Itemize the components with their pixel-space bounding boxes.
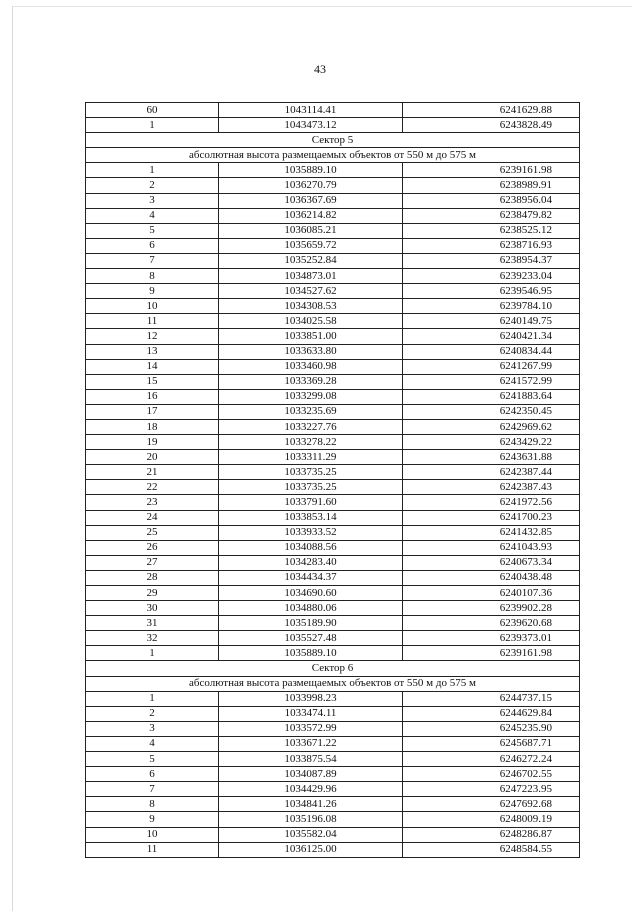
sector-title-row <box>86 133 580 148</box>
table-row <box>86 284 580 299</box>
table-row <box>86 812 580 827</box>
y-coordinate-cell: 6238716.93 <box>403 238 580 253</box>
point-number-cell: 19 <box>86 435 219 450</box>
point-number-cell: 8 <box>86 269 219 284</box>
x-coordinate-cell: 1034088.56 <box>219 540 403 555</box>
table-row <box>86 797 580 812</box>
table-row <box>86 435 580 450</box>
table-row <box>86 374 580 389</box>
point-number-cell: 17 <box>86 404 219 419</box>
y-coordinate-cell: 6246272.24 <box>403 752 580 767</box>
y-coordinate-cell: 6238479.82 <box>403 208 580 223</box>
y-coordinate-cell: 6241432.85 <box>403 525 580 540</box>
point-number-cell: 5 <box>86 752 219 767</box>
table-row <box>86 163 580 178</box>
table-row <box>86 842 580 857</box>
point-number-cell: 20 <box>86 450 219 465</box>
y-coordinate-cell: 6238954.37 <box>403 253 580 268</box>
y-coordinate-cell: 6239620.68 <box>403 616 580 631</box>
point-number-cell: 27 <box>86 555 219 570</box>
point-number-cell: 22 <box>86 480 219 495</box>
y-coordinate-cell: 6240834.44 <box>403 344 580 359</box>
table-row <box>86 299 580 314</box>
y-coordinate-cell: 6241572.99 <box>403 374 580 389</box>
y-coordinate-cell: 6238525.12 <box>403 223 580 238</box>
point-number-cell: 12 <box>86 329 219 344</box>
point-number-cell: 1 <box>86 118 219 133</box>
table-row <box>86 193 580 208</box>
table-row <box>86 721 580 736</box>
x-coordinate-cell: 1035527.48 <box>219 631 403 646</box>
table-row <box>86 752 580 767</box>
x-coordinate-cell: 1034873.01 <box>219 269 403 284</box>
point-number-cell: 10 <box>86 827 219 842</box>
point-number-cell: 4 <box>86 208 219 223</box>
table-row <box>86 404 580 419</box>
x-coordinate-cell: 1043114.41 <box>219 103 403 118</box>
y-coordinate-cell: 6240149.75 <box>403 314 580 329</box>
y-coordinate-cell: 6240673.34 <box>403 555 580 570</box>
y-coordinate-cell: 6247692.68 <box>403 797 580 812</box>
point-number-cell: 32 <box>86 631 219 646</box>
point-number-cell: 30 <box>86 601 219 616</box>
table-row <box>86 586 580 601</box>
x-coordinate-cell: 1036367.69 <box>219 193 403 208</box>
point-number-cell: 2 <box>86 178 219 193</box>
point-number-cell: 13 <box>86 344 219 359</box>
point-number-cell: 7 <box>86 253 219 268</box>
point-number-cell: 15 <box>86 374 219 389</box>
x-coordinate-cell: 1033735.25 <box>219 480 403 495</box>
x-coordinate-cell: 1034308.53 <box>219 299 403 314</box>
page-number: 43 <box>314 62 326 76</box>
table-row <box>86 253 580 268</box>
y-coordinate-cell: 6239784.10 <box>403 299 580 314</box>
y-coordinate-cell: 6243429.22 <box>403 435 580 450</box>
y-coordinate-cell: 6244629.84 <box>403 706 580 721</box>
point-number-cell: 1 <box>86 163 219 178</box>
x-coordinate-cell: 1033299.08 <box>219 389 403 404</box>
point-number-cell: 29 <box>86 586 219 601</box>
table-row <box>86 314 580 329</box>
y-coordinate-cell: 6248286.87 <box>403 827 580 842</box>
table-row <box>86 480 580 495</box>
point-number-cell: 21 <box>86 465 219 480</box>
x-coordinate-cell: 1036270.79 <box>219 178 403 193</box>
point-number-cell: 26 <box>86 540 219 555</box>
table-row <box>86 329 580 344</box>
y-coordinate-cell: 6243631.88 <box>403 450 580 465</box>
point-number-cell: 60 <box>86 103 219 118</box>
y-coordinate-cell: 6245235.90 <box>403 721 580 736</box>
sector-title: Сектор 6 <box>86 661 580 676</box>
point-number-cell: 7 <box>86 782 219 797</box>
point-number-cell: 14 <box>86 359 219 374</box>
point-number-cell: 2 <box>86 706 219 721</box>
x-coordinate-cell: 1033875.54 <box>219 752 403 767</box>
point-number-cell: 6 <box>86 238 219 253</box>
point-number-cell: 24 <box>86 510 219 525</box>
table-row <box>86 601 580 616</box>
y-coordinate-cell: 6248584.55 <box>403 842 580 857</box>
x-coordinate-cell: 1034880.06 <box>219 601 403 616</box>
x-coordinate-cell: 1033633.80 <box>219 344 403 359</box>
x-coordinate-cell: 1034429.96 <box>219 782 403 797</box>
coordinates-table <box>85 102 580 858</box>
y-coordinate-cell: 6239902.28 <box>403 601 580 616</box>
table-row <box>86 359 580 374</box>
sector-subtitle-row <box>86 148 580 163</box>
y-coordinate-cell: 6240421.34 <box>403 329 580 344</box>
y-coordinate-cell: 6248009.19 <box>403 812 580 827</box>
x-coordinate-cell: 1033474.11 <box>219 706 403 721</box>
x-coordinate-cell: 1035252.84 <box>219 253 403 268</box>
x-coordinate-cell: 1033933.52 <box>219 525 403 540</box>
x-coordinate-cell: 1035196.08 <box>219 812 403 827</box>
x-coordinate-cell: 1033735.25 <box>219 465 403 480</box>
table-row <box>86 767 580 782</box>
point-number-cell: 9 <box>86 284 219 299</box>
table-row <box>86 782 580 797</box>
table-row <box>86 706 580 721</box>
x-coordinate-cell: 1033998.23 <box>219 691 403 706</box>
x-coordinate-cell: 1036214.82 <box>219 208 403 223</box>
point-number-cell: 10 <box>86 299 219 314</box>
sector-subtitle-row <box>86 676 580 691</box>
point-number-cell: 3 <box>86 721 219 736</box>
y-coordinate-cell: 6239373.01 <box>403 631 580 646</box>
sector-title-row <box>86 661 580 676</box>
x-coordinate-cell: 1033853.14 <box>219 510 403 525</box>
point-number-cell: 8 <box>86 797 219 812</box>
point-number-cell: 9 <box>86 812 219 827</box>
x-coordinate-cell: 1035189.90 <box>219 616 403 631</box>
point-number-cell: 5 <box>86 223 219 238</box>
table-row <box>86 223 580 238</box>
point-number-cell: 23 <box>86 495 219 510</box>
x-coordinate-cell: 1033235.69 <box>219 404 403 419</box>
table-row <box>86 525 580 540</box>
y-coordinate-cell: 6241883.64 <box>403 389 580 404</box>
table-row <box>86 465 580 480</box>
x-coordinate-cell: 1033851.00 <box>219 329 403 344</box>
point-number-cell: 11 <box>86 842 219 857</box>
sector-subtitle: абсолютная высота размещаемых объектов от 550 м до 575 м <box>86 676 580 691</box>
x-coordinate-cell: 1033460.98 <box>219 359 403 374</box>
y-coordinate-cell: 6239161.98 <box>403 646 580 661</box>
x-coordinate-cell: 1033311.29 <box>219 450 403 465</box>
point-number-cell: 31 <box>86 616 219 631</box>
point-number-cell: 4 <box>86 736 219 751</box>
point-number-cell: 25 <box>86 525 219 540</box>
y-coordinate-cell: 6245687.71 <box>403 736 580 751</box>
x-coordinate-cell: 1034283.40 <box>219 555 403 570</box>
x-coordinate-cell: 1033278.22 <box>219 435 403 450</box>
y-coordinate-cell: 6239161.98 <box>403 163 580 178</box>
x-coordinate-cell: 1034690.60 <box>219 586 403 601</box>
point-number-cell: 1 <box>86 691 219 706</box>
table-row <box>86 389 580 404</box>
y-coordinate-cell: 6241043.93 <box>403 540 580 555</box>
table-row <box>86 827 580 842</box>
x-coordinate-cell: 1035659.72 <box>219 238 403 253</box>
table-row <box>86 555 580 570</box>
y-coordinate-cell: 6242969.62 <box>403 419 580 434</box>
table-row <box>86 419 580 434</box>
x-coordinate-cell: 1034087.89 <box>219 767 403 782</box>
x-coordinate-cell: 1035889.10 <box>219 646 403 661</box>
point-number-cell: 18 <box>86 419 219 434</box>
x-coordinate-cell: 1035889.10 <box>219 163 403 178</box>
x-coordinate-cell: 1036085.21 <box>219 223 403 238</box>
y-coordinate-cell: 6241267.99 <box>403 359 580 374</box>
x-coordinate-cell: 1036125.00 <box>219 842 403 857</box>
coordinates-table-body <box>86 103 580 858</box>
x-coordinate-cell: 1033227.76 <box>219 419 403 434</box>
table-row <box>86 646 580 661</box>
table-row <box>86 208 580 223</box>
y-coordinate-cell: 6239546.95 <box>403 284 580 299</box>
x-coordinate-cell: 1033671.22 <box>219 736 403 751</box>
y-coordinate-cell: 6241700.23 <box>403 510 580 525</box>
x-coordinate-cell: 1033572.99 <box>219 721 403 736</box>
x-coordinate-cell: 1033369.28 <box>219 374 403 389</box>
point-number-cell: 1 <box>86 646 219 661</box>
table-row <box>86 103 580 118</box>
table-row <box>86 631 580 646</box>
x-coordinate-cell: 1034025.58 <box>219 314 403 329</box>
x-coordinate-cell: 1035582.04 <box>219 827 403 842</box>
point-number-cell: 6 <box>86 767 219 782</box>
y-coordinate-cell: 6244737.15 <box>403 691 580 706</box>
y-coordinate-cell: 6238989.91 <box>403 178 580 193</box>
point-number-cell: 11 <box>86 314 219 329</box>
y-coordinate-cell: 6243828.49 <box>403 118 580 133</box>
y-coordinate-cell: 6241972.56 <box>403 495 580 510</box>
table-row <box>86 450 580 465</box>
table-row <box>86 238 580 253</box>
point-number-cell: 28 <box>86 570 219 585</box>
point-number-cell: 3 <box>86 193 219 208</box>
table-row <box>86 736 580 751</box>
sector-title: Сектор 5 <box>86 133 580 148</box>
table-row <box>86 510 580 525</box>
y-coordinate-cell: 6242387.43 <box>403 480 580 495</box>
table-row <box>86 570 580 585</box>
point-number-cell: 16 <box>86 389 219 404</box>
table-row <box>86 616 580 631</box>
table-row <box>86 269 580 284</box>
y-coordinate-cell: 6240107.36 <box>403 586 580 601</box>
x-coordinate-cell: 1034527.62 <box>219 284 403 299</box>
y-coordinate-cell: 6238956.04 <box>403 193 580 208</box>
table-row <box>86 344 580 359</box>
y-coordinate-cell: 6240438.48 <box>403 570 580 585</box>
x-coordinate-cell: 1033791.60 <box>219 495 403 510</box>
table-row <box>86 495 580 510</box>
table-row <box>86 540 580 555</box>
y-coordinate-cell: 6242387.44 <box>403 465 580 480</box>
table-row <box>86 691 580 706</box>
y-coordinate-cell: 6239233.04 <box>403 269 580 284</box>
table-row <box>86 118 580 133</box>
y-coordinate-cell: 6247223.95 <box>403 782 580 797</box>
sector-subtitle: абсолютная высота размещаемых объектов от 550 м до 575 м <box>86 148 580 163</box>
x-coordinate-cell: 1043473.12 <box>219 118 403 133</box>
x-coordinate-cell: 1034434.37 <box>219 570 403 585</box>
y-coordinate-cell: 6241629.88 <box>403 103 580 118</box>
y-coordinate-cell: 6246702.55 <box>403 767 580 782</box>
y-coordinate-cell: 6242350.45 <box>403 404 580 419</box>
table-row <box>86 178 580 193</box>
x-coordinate-cell: 1034841.26 <box>219 797 403 812</box>
